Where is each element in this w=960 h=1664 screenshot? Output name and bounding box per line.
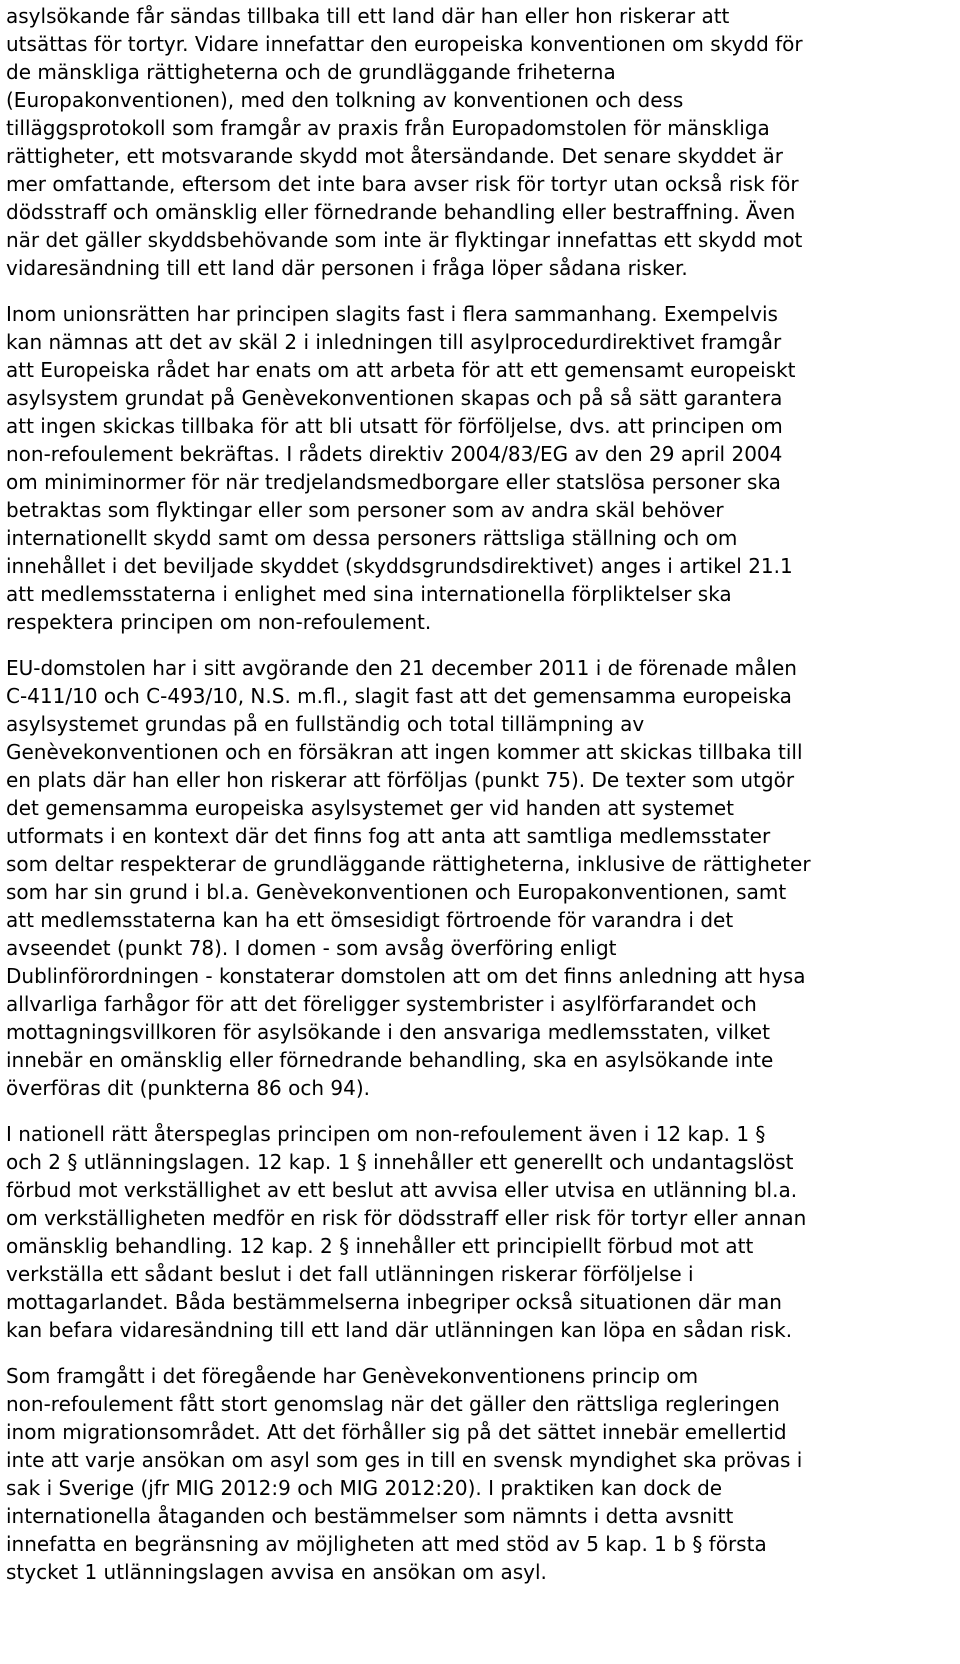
document-page: [0, 2, 960, 1664]
paragraph-national-law: I nationell rätt återspeglas principen om non-refoulement även i 12 kap. 1 § och 2 § utlänningslagen. 12 kap. 1 § innehåller ett generellt och undantagslöst förbud mot verkställighet av ett beslut att avvisa eller utvisa en utlänning bl.a. om verkställigheten medför en risk för dödsstraff eller risk för tortyr eller annan omänsklig behandling. 12 kap. 2 § innehåller ett principiellt förbud mot att verkställa ett sådant beslut i det fall utlänningen riskerar förföljelse i mottagarlandet. Båda bestämmelserna inbegriper också situationen där man kan befara vidaresändning till ett land där utlänningen kan löpa en sådan risk.: [6, 1122, 807, 1342]
paragraph-union-law: Inom unionsrätten har principen slagits fast i flera sammanhang. Exempelvis kan nämnas att det av skäl 2 i inledningen till asylprocedurdirektivet framgår att Europeiska rådet har enats om att arbeta för att ett gemensamt europeiskt asylsystem grundat på Genèvekonventionen skapas och på så sätt garantera att ingen skickas tillbaka för att bli utsatt för förföljelse, dvs. att principen om non-refoulement bekräftas. I rådets direktiv 2004/83/EG av den 29 april 2004 om miniminormer för när tredjelandsmedborgare eller statslösa personer ska betraktas som flyktingar eller som personer som av andra skäl behöver internationellt skydd samt om dessa personers rättsliga ställning och om innehållet i det beviljade skyddet (skyddsgrundsdirektivet) anges i artikel 21.1 att medlemsstaterna i enlighet med sina internationella förpliktelser ska respektera principen om non-refoulement.: [6, 302, 796, 634]
paragraph-eu-court-ruling: EU-domstolen har i sitt avgörande den 21 december 2011 i de förenade målen C-411/10 och C-493/10, N.S. m.fl., slagit fast att det gemensamma europeiska asylsystemet grundas på en fullständig och total tillämpning av Genèvekonventionen och en försäkran att ingen kommer att skickas tillbaka till en plats där han eller hon riskerar att förföljas (punkt 75). De texter som utgör det gemensamma europeiska asylsystemet ger vid handen att systemet utformats i en kontext där det finns fog att anta att samtliga medlemsstater som deltar respekterar de grundläggande rättigheterna, inklusive de rättigheter som har sin grund i bl.a. Genèvekonventionen och Europakonventionen, samt att medlemsstaterna kan ha ett ömsesidigt förtroende för varandra i det avseendet (punkt 78). I domen - som avsåg överföring enligt Dublinförordningen - konstaterar domstolen att om det finns anledning att hysa allvarliga farhågor för att det föreligger systembrister i asylförfarandet och mottagningsvillkoren för asylsökande i den ansvariga medlemsstaten, vilket innebär en omänsklig eller förnedrande behandling, ska en asylsökande inte överföras dit (punkterna 86 och 94).: [6, 656, 811, 1100]
paragraph-asylum-return-protection: asylsökande får sändas tillbaka till ett land där han eller hon riskerar att utsättas för tortyr. Vidare innefattar den europeiska konventionen om skydd för de mänskliga rättigheterna och de grundläggande friheterna (Europakonventionen), med den tolkning av konventionen och dess tilläggsprotokoll som framgår av praxis från Europadomstolen för mänskliga rättigheter, ett motsvarande skydd mot återsändande. Det senare skyddet är mer omfattande, eftersom det inte bara avser risk för tortyr utan också risk för dödsstraff och omänsklig eller förnedrande behandling eller bestraffning. Även när det gäller skyddsbehövande som inte är flyktingar innefattas ett skydd mot vidaresändning till ett land där personen i fråga löper sådana risker.: [6, 4, 803, 280]
paragraph-swedish-practice: Som framgått i det föregående har Genèvekonventionens princip om non-refoulement fått stort genomslag när det gäller den rättsliga regleringen inom migrationsområdet. Att det förhåller sig på det sättet innebär emellertid inte att varje ansökan om asyl som ges in till en svensk myndighet ska prövas i sak i Sverige (jfr MIG 2012:9 och MIG 2012:20). I praktiken kan dock de internationella åtaganden och bestämmelser som nämnts i detta avsnitt innefatta en begränsning av möjligheten att med stöd av 5 kap. 1 b § första stycket 1 utlänningslagen avvisa en ansökan om asyl.: [6, 1364, 803, 1584]
